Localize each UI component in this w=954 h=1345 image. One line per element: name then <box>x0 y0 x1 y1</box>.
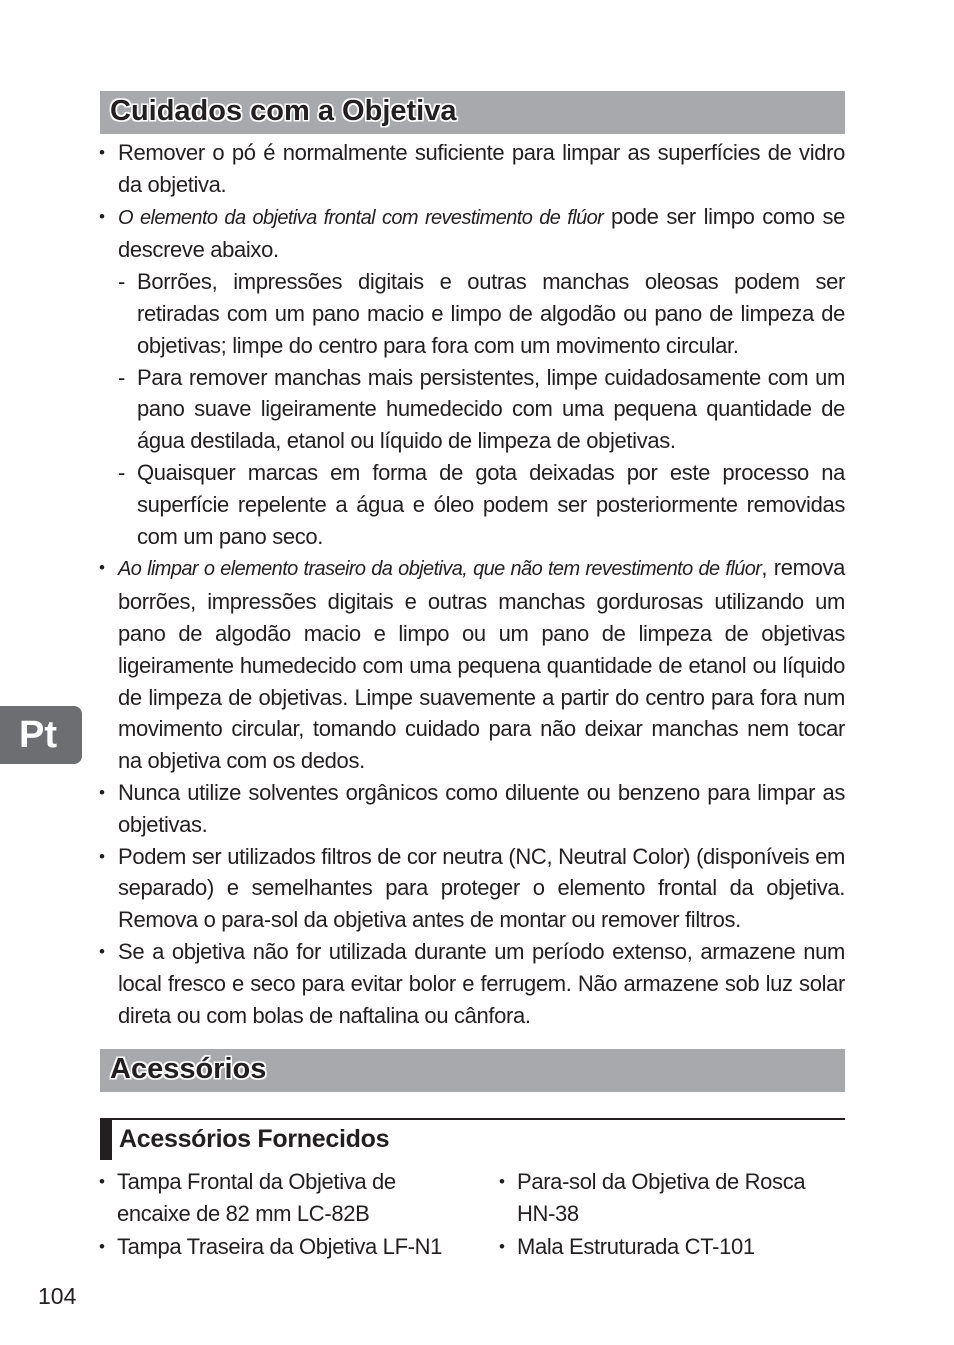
list-item <box>98 201 845 553</box>
list-item: • Para-sol da Objetiva de Rosca HN-38 <box>498 1166 848 1230</box>
sub-list <box>118 266 845 552</box>
sub-list-item: - Para remover manchas mais persistentes, limpe cuidadosamente com um pano suave ligeiramente humedecido com uma pequena quantidade de água destilada, etanol ou líquido de limpeza de objetivas. <box>118 362 845 457</box>
list-item: • Se a objetiva não for utilizada durante um período extenso, armazene num local fresco e seco para evitar bolor e ferrugem. Não armazene sob luz solar direta ou com bolas de naftalina ou cânfora. <box>98 936 845 1031</box>
care-list <box>98 137 845 1031</box>
section-header-cuidados <box>100 91 845 134</box>
subsection-marker <box>100 1120 112 1160</box>
item-text: , remova borrões, impressões digitais e outras manchas gordurosas utilizando um pano de algodão macio e limpo ou um pano de limpeza de objetivas ligeiramente humedecido com uma pequena quantidade de etanol ou líquido de limpeza de objetivas. Limpe suavemente a partir do centro para fora num movimento circular, tomando cuidado para não deixar manchas nem tocar na objetiva com os dedos. <box>118 555 845 774</box>
section-title: Acessórios <box>110 1053 267 1085</box>
italic-emphasis: Ao limpar o elemento traseiro da objetiva, que não tem revestimento de flúor <box>118 558 762 581</box>
list-item: • Mala Estruturada CT-101 <box>498 1231 848 1263</box>
list-item: • Podem ser utilizados filtros de cor neutra (NC, Neutral Color) (disponíveis em separado) e semelhantes para proteger o elemento frontal da objetiva. Remova o para-sol da objetiva antes de montar ou remover filtros. <box>98 841 845 936</box>
page-number: 104 <box>38 1283 77 1309</box>
item-text: pode ser limpo como se descreve abaixo. <box>118 203 845 263</box>
sub-list-item: - Quaisquer marcas em forma de gota deixadas por este processo na superfície repelente a água e óleo podem ser posteriormente removidas com um pano seco. <box>118 457 845 552</box>
list-item: • Tampa Traseira da Objetiva LF-N1 <box>98 1231 473 1263</box>
care-content <box>98 137 845 1031</box>
list-item: • Tampa Frontal da Objetiva de encaixe de 82 mm LC-82B <box>98 1166 473 1230</box>
sub-list-item: - Borrões, impressões digitais e outras manchas oleosas podem ser retiradas com um pano macio e limpo de algodão ou pano de limpeza de objetivas; limpe do centro para fora com um movimento circular. <box>118 266 845 361</box>
list-item: • Remover o pó é normalmente suficiente para limpar as superfícies de vidro da objetiva. <box>98 137 845 201</box>
accessories-column-right <box>498 1166 848 1262</box>
italic-emphasis: O elemento da objetiva frontal com revestimento de flúor <box>118 206 604 229</box>
subsection-title: Acessórios Fornecidos <box>119 1125 390 1153</box>
list-item <box>98 552 845 777</box>
accessories-column-left <box>98 1166 473 1262</box>
language-tab: Pt <box>0 706 82 764</box>
section-header-acessorios <box>100 1049 845 1092</box>
section-title: Cuidados com a Objetiva <box>110 95 457 127</box>
list-item: • Nunca utilize solventes orgânicos como diluente ou benzeno para limpar as objetivas. <box>98 777 845 841</box>
